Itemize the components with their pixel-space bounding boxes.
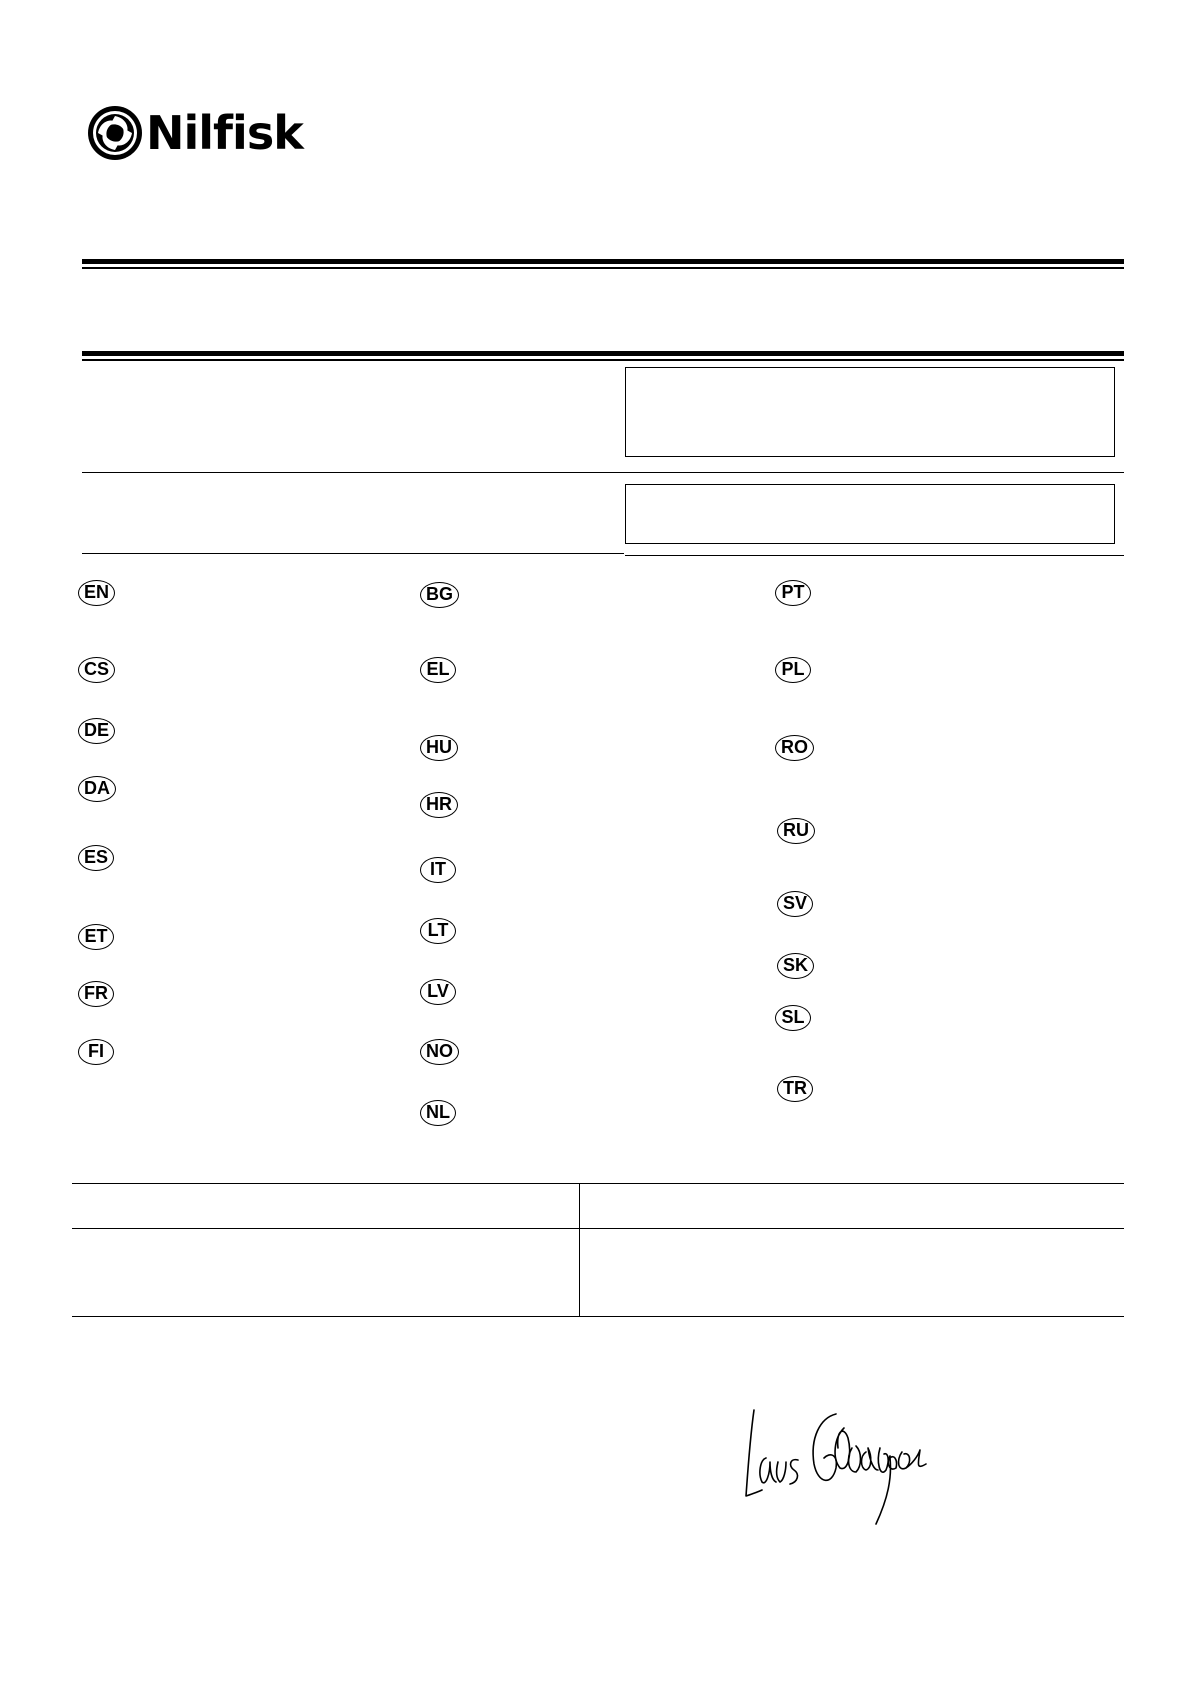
lang-item — [78, 776, 116, 802]
lang-badge-hu: HU — [420, 735, 458, 761]
lang-item — [420, 657, 456, 683]
lang-badge-hr: HR — [420, 792, 458, 818]
lang-item — [777, 818, 815, 844]
lang-item — [420, 1039, 459, 1065]
lang-badge-no: NO — [420, 1039, 459, 1065]
lang-item — [78, 718, 115, 744]
lang-item — [420, 979, 456, 1005]
lang-badge-ru: RU — [777, 818, 815, 844]
lang-badge-da: DA — [78, 776, 116, 802]
lang-item — [777, 953, 814, 979]
header-rule-thick — [82, 259, 1124, 264]
lang-item — [420, 792, 458, 818]
lang-item — [777, 891, 813, 917]
table-top-line — [72, 1183, 1124, 1184]
lang-item — [777, 1076, 813, 1102]
table-bottom-line — [72, 1316, 1124, 1317]
lang-item — [78, 981, 114, 1007]
separator-1 — [82, 472, 1124, 473]
section-rule-thin — [82, 359, 1124, 361]
lang-item — [775, 735, 814, 761]
lang-badge-et: ET — [78, 924, 114, 950]
brand-wordmark: Nilfisk — [146, 106, 303, 160]
nilfisk-swirl-icon — [86, 104, 144, 162]
lang-badge-pl: PL — [775, 657, 811, 683]
lang-badge-lt: LT — [420, 918, 456, 944]
lang-item — [420, 1100, 456, 1126]
lang-item — [420, 857, 456, 883]
lang-badge-pt: PT — [775, 580, 811, 606]
lang-item — [420, 918, 456, 944]
table-mid-line — [72, 1228, 1124, 1229]
lang-badge-sl: SL — [775, 1005, 811, 1031]
lang-badge-el: EL — [420, 657, 456, 683]
lang-badge-cs: CS — [78, 657, 115, 683]
lang-badge-tr: TR — [777, 1076, 813, 1102]
nilfisk-logo — [86, 104, 346, 162]
separator-2-right — [625, 555, 1124, 556]
lang-item — [78, 657, 115, 683]
lang-badge-sv: SV — [777, 891, 813, 917]
lang-item — [775, 1005, 811, 1031]
info-box-1 — [625, 367, 1115, 457]
lang-badge-sk: SK — [777, 953, 814, 979]
lang-item — [420, 582, 459, 608]
lang-item — [775, 580, 811, 606]
table-divider — [579, 1183, 580, 1317]
lang-badge-fi: FI — [78, 1039, 114, 1065]
lang-item — [78, 580, 115, 606]
separator-2-left — [82, 553, 624, 554]
lang-badge-ro: RO — [775, 735, 814, 761]
lang-badge-es: ES — [78, 845, 114, 871]
lang-badge-de: DE — [78, 718, 115, 744]
lang-item — [78, 924, 114, 950]
header-rule-thin — [82, 267, 1124, 269]
lang-item — [775, 657, 811, 683]
lang-badge-it: IT — [420, 857, 456, 883]
lang-item — [420, 735, 458, 761]
handwritten-signature — [740, 1408, 940, 1538]
info-box-2 — [625, 484, 1115, 544]
lang-badge-lv: LV — [420, 979, 456, 1005]
lang-badge-nl: NL — [420, 1100, 456, 1126]
lang-badge-bg: BG — [420, 582, 459, 608]
lang-badge-en: EN — [78, 580, 115, 606]
lang-item — [78, 845, 114, 871]
section-rule-thick — [82, 351, 1124, 356]
lang-item — [78, 1039, 114, 1065]
lang-badge-fr: FR — [78, 981, 114, 1007]
